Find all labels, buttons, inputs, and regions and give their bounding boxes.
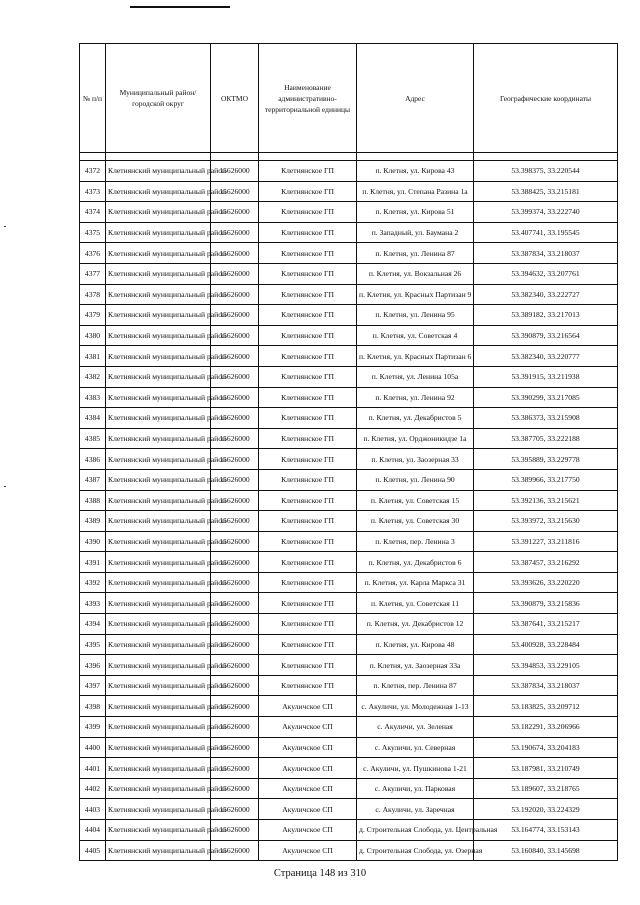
cell-num: 4373 [80,181,106,202]
cell-unit: Клетнянское ГП [259,655,357,676]
cell-coords: 53.189607, 33.218765 [474,778,618,799]
cell-unit: Клетнянское ГП [259,325,357,346]
cell-address: с. Акуличи, ул. Пушкинова 1-21 [357,758,474,779]
table-row [80,243,618,264]
cell-coords: 53.395889, 33.229778 [474,449,618,470]
cell-num: 4372 [80,161,106,182]
cell-municipality: Клетнянский муниципальный район [106,717,211,738]
cell-unit: Акуличское СП [259,737,357,758]
cell-address: п. Клетня, ул. Ленина 92 [357,387,474,408]
header-num: № п/п [80,44,106,153]
cell-unit: Клетнянское ГП [259,305,357,326]
cell-coords: 53.190674, 33.204183 [474,737,618,758]
cell-coords: 53.390299, 33.217085 [474,387,618,408]
cell-municipality: Клетнянский муниципальный район [106,799,211,820]
cell-num: 4393 [80,593,106,614]
cell-num: 4403 [80,799,106,820]
cell-municipality: Клетнянский муниципальный район [106,325,211,346]
cell-address: с. Акуличи, ул. Северная [357,737,474,758]
header-coords: Географические координаты [474,44,618,153]
table-row [80,202,618,223]
table-row [80,655,618,676]
cell-municipality: Клетнянский муниципальный район [106,490,211,511]
table-row [80,634,618,655]
cell-num: 4400 [80,737,106,758]
cell-coords: 53.387834, 33.218037 [474,675,618,696]
table-row [80,325,618,346]
cell-coords: 53.400928, 33.228484 [474,634,618,655]
cell-oktmo: 15626000 [211,263,259,284]
table-row [80,305,618,326]
table-row [80,511,618,532]
cell-unit: Клетнянское ГП [259,675,357,696]
cell-municipality: Клетнянский муниципальный район [106,840,211,861]
table-row [80,428,618,449]
table-row [80,449,618,470]
cell-num: 4379 [80,305,106,326]
cell-unit: Акуличское СП [259,820,357,841]
cell-address: п. Клетня, ул. Вокзальная 26 [357,263,474,284]
table-row [80,346,618,367]
cell-coords: 53.394632, 33.207761 [474,263,618,284]
header-oktmo: ОКТМО [211,44,259,153]
cell-unit: Акуличское СП [259,799,357,820]
cell-oktmo: 15626000 [211,840,259,861]
cell-address: с. Акуличи, ул. Молодежная 1-13 [357,696,474,717]
cell-unit: Клетнянское ГП [259,181,357,202]
cell-unit: Клетнянское ГП [259,263,357,284]
cell-municipality: Клетнянский муниципальный район [106,531,211,552]
cell-oktmo: 15626000 [211,511,259,532]
cell-oktmo: 15626000 [211,717,259,738]
cell-num: 4389 [80,511,106,532]
cell-address: д. Строительная Слобода, ул. Центральная [357,820,474,841]
cell-municipality: Клетнянский муниципальный район [106,737,211,758]
cell-coords: 53.399374, 33.222740 [474,202,618,223]
cell-municipality: Клетнянский муниципальный район [106,366,211,387]
cell-coords: 53.393972, 33.215630 [474,511,618,532]
cell-oktmo: 15626000 [211,758,259,779]
cell-municipality: Клетнянский муниципальный район [106,202,211,223]
cell-municipality: Клетнянский муниципальный район [106,305,211,326]
cell-unit: Клетнянское ГП [259,469,357,490]
header-address: Адрес [357,44,474,153]
cell-address: п. Клетня, ул. Кирова 51 [357,202,474,223]
cell-municipality: Клетнянский муниципальный район [106,593,211,614]
cell-unit: Акуличское СП [259,717,357,738]
cell-municipality: Клетнянский муниципальный район [106,222,211,243]
table-row [80,531,618,552]
table-row [80,263,618,284]
cell-oktmo: 15626000 [211,346,259,367]
cell-num: 4401 [80,758,106,779]
table-row [80,387,618,408]
cell-coords: 53.164774, 33.153143 [474,820,618,841]
cell-municipality: Клетнянский муниципальный район [106,449,211,470]
cell-address: п. Клетня, ул. Кирова 48 [357,634,474,655]
cell-coords: 53.192020, 33.224329 [474,799,618,820]
cell-address: п. Клетня, ул. Декабристов 12 [357,614,474,635]
cell-coords: 53.160840, 33.145698 [474,840,618,861]
table-row [80,181,618,202]
cell-oktmo: 15626000 [211,387,259,408]
cell-address: п. Клетня, ул. Красных Партизан 9 [357,284,474,305]
cell-unit: Акуличское СП [259,778,357,799]
cell-num: 4404 [80,820,106,841]
table-row [80,366,618,387]
cell-address: п. Клетня, ул. Карла Маркса 31 [357,572,474,593]
cell-oktmo: 15626000 [211,325,259,346]
top-rule [130,6,230,8]
cell-address: п. Клетня, ул. Ленина 90 [357,469,474,490]
cell-coords: 53.182291, 33.206966 [474,717,618,738]
table-row [80,737,618,758]
margin-mark [4,226,6,227]
table-row [80,408,618,429]
cell-municipality: Клетнянский муниципальный район [106,387,211,408]
cell-address: п. Клетня, ул. Ленина 95 [357,305,474,326]
cell-address: п. Клетня, ул. Ленина 105а [357,366,474,387]
cell-coords: 53.391915, 33.211938 [474,366,618,387]
table-row [80,840,618,861]
cell-num: 4405 [80,840,106,861]
cell-oktmo: 15626000 [211,469,259,490]
cell-address: п. Клетня, ул. Советская 11 [357,593,474,614]
cell-num: 4392 [80,572,106,593]
cell-coords: 53.407741, 33.195545 [474,222,618,243]
cell-num: 4385 [80,428,106,449]
cell-municipality: Клетнянский муниципальный район [106,552,211,573]
cell-num: 4375 [80,222,106,243]
cell-coords: 53.387457, 33.216292 [474,552,618,573]
header-unit: Наименование административно-территориальной единицы [259,44,357,153]
cell-num: 4387 [80,469,106,490]
cell-num: 4384 [80,408,106,429]
cell-oktmo: 15626000 [211,696,259,717]
cell-municipality: Клетнянский муниципальный район [106,778,211,799]
cell-municipality: Клетнянский муниципальный район [106,614,211,635]
cell-address: д. Строительная Слобода, ул. Озерная [357,840,474,861]
cell-coords: 53.389182, 33.217013 [474,305,618,326]
margin-mark [4,486,6,487]
cell-unit: Клетнянское ГП [259,531,357,552]
cell-num: 4396 [80,655,106,676]
cell-address: п. Клетня, ул. Заозерная 33а [357,655,474,676]
cell-municipality: Клетнянский муниципальный район [106,655,211,676]
cell-oktmo: 15626000 [211,181,259,202]
cell-coords: 53.387641, 33.215217 [474,614,618,635]
cell-unit: Клетнянское ГП [259,161,357,182]
table-row [80,614,618,635]
cell-num: 4376 [80,243,106,264]
table-row [80,820,618,841]
cell-unit: Клетнянское ГП [259,366,357,387]
cell-municipality: Клетнянский муниципальный район [106,161,211,182]
cell-oktmo: 15626000 [211,490,259,511]
cell-num: 4388 [80,490,106,511]
table-row [80,758,618,779]
table-row [80,552,618,573]
table-row [80,284,618,305]
cell-num: 4398 [80,696,106,717]
cell-oktmo: 15626000 [211,161,259,182]
table-row [80,799,618,820]
cell-coords: 53.386373, 33.215908 [474,408,618,429]
cell-municipality: Клетнянский муниципальный район [106,820,211,841]
cell-address: п. Клетня, ул. Советская 15 [357,490,474,511]
cell-address: п. Клетня, пер. Ленина 87 [357,675,474,696]
cell-oktmo: 15626000 [211,737,259,758]
header-municipality: Муниципальный район/городской округ [106,44,211,153]
cell-num: 4382 [80,366,106,387]
cell-municipality: Клетнянский муниципальный район [106,181,211,202]
cell-oktmo: 15626000 [211,675,259,696]
cell-oktmo: 15626000 [211,655,259,676]
cell-oktmo: 15626000 [211,366,259,387]
cell-num: 4386 [80,449,106,470]
table-row [80,469,618,490]
cell-coords: 53.390879, 33.215836 [474,593,618,614]
cell-address: п. Клетня, ул. Заозерная 33 [357,449,474,470]
cell-coords: 53.387705, 33.222188 [474,428,618,449]
cell-num: 4380 [80,325,106,346]
table-row [80,675,618,696]
cell-municipality: Клетнянский муниципальный район [106,243,211,264]
cell-num: 4397 [80,675,106,696]
cell-unit: Клетнянское ГП [259,593,357,614]
cell-unit: Клетнянское ГП [259,449,357,470]
cell-unit: Клетнянское ГП [259,202,357,223]
cell-address: с. Акуличи, ул. Заречная [357,799,474,820]
cell-coords: 53.392136, 33.215621 [474,490,618,511]
register-table [79,43,618,861]
page-footer: Страница 148 из 310 [273,868,367,879]
cell-address: п. Клетня, ул. Декабристов 5 [357,408,474,429]
cell-oktmo: 15626000 [211,799,259,820]
cell-municipality: Клетнянский муниципальный район [106,675,211,696]
cell-unit: Клетнянское ГП [259,408,357,429]
cell-oktmo: 15626000 [211,449,259,470]
cell-unit: Клетнянское ГП [259,346,357,367]
cell-num: 4399 [80,717,106,738]
cell-address: п. Клетня, ул. Ленина 87 [357,243,474,264]
cell-num: 4395 [80,634,106,655]
cell-municipality: Клетнянский муниципальный район [106,572,211,593]
cell-unit: Клетнянское ГП [259,490,357,511]
cell-address: п. Клетня, ул. Советская 30 [357,511,474,532]
cell-num: 4378 [80,284,106,305]
cell-oktmo: 15626000 [211,634,259,655]
cell-oktmo: 15626000 [211,202,259,223]
cell-coords: 53.382340, 33.222727 [474,284,618,305]
table-row [80,593,618,614]
cell-coords: 53.387834, 33.218037 [474,243,618,264]
cell-address: п. Клетня, ул. Кирова 43 [357,161,474,182]
cell-num: 4390 [80,531,106,552]
cell-unit: Клетнянское ГП [259,552,357,573]
cell-address: п. Клетня, ул. Орджоникидзе 1а [357,428,474,449]
cell-municipality: Клетнянский муниципальный район [106,428,211,449]
cell-address: п. Западный, ул. Баумана 2 [357,222,474,243]
cell-coords: 53.390879, 33.216564 [474,325,618,346]
cell-oktmo: 15626000 [211,614,259,635]
cell-oktmo: 15626000 [211,820,259,841]
cell-unit: Клетнянское ГП [259,511,357,532]
cell-coords: 53.389966, 33.217750 [474,469,618,490]
cell-municipality: Клетнянский муниципальный район [106,284,211,305]
cell-unit: Клетнянское ГП [259,222,357,243]
spacer-row [80,153,618,161]
cell-address: п. Клетня, ул. Советская 4 [357,325,474,346]
cell-num: 4402 [80,778,106,799]
cell-unit: Клетнянское ГП [259,387,357,408]
cell-oktmo: 15626000 [211,778,259,799]
cell-coords: 53.388425, 33.215181 [474,181,618,202]
cell-num: 4394 [80,614,106,635]
cell-oktmo: 15626000 [211,408,259,429]
cell-municipality: Клетнянский муниципальный район [106,511,211,532]
cell-municipality: Клетнянский муниципальный район [106,469,211,490]
cell-oktmo: 15626000 [211,305,259,326]
table-row [80,161,618,182]
cell-oktmo: 15626000 [211,222,259,243]
cell-oktmo: 15626000 [211,243,259,264]
cell-num: 4391 [80,552,106,573]
cell-municipality: Клетнянский муниципальный район [106,758,211,779]
table-row [80,490,618,511]
cell-address: с. Акуличи, ул. Парковая [357,778,474,799]
cell-coords: 53.398375, 33.220544 [474,161,618,182]
cell-municipality: Клетнянский муниципальный район [106,634,211,655]
table-row [80,222,618,243]
cell-oktmo: 15626000 [211,428,259,449]
cell-num: 4383 [80,387,106,408]
cell-unit: Акуличское СП [259,696,357,717]
cell-oktmo: 15626000 [211,531,259,552]
cell-unit: Клетнянское ГП [259,284,357,305]
cell-address: п. Клетня, ул. Красных Партизан 6 [357,346,474,367]
cell-unit: Клетнянское ГП [259,634,357,655]
cell-coords: 53.382340, 33.220777 [474,346,618,367]
cell-coords: 53.393626, 33.220220 [474,572,618,593]
cell-unit: Акуличское СП [259,758,357,779]
cell-address: п. Клетня, пер. Ленина 3 [357,531,474,552]
cell-coords: 53.183825, 33.209712 [474,696,618,717]
cell-municipality: Клетнянский муниципальный район [106,263,211,284]
cell-municipality: Клетнянский муниципальный район [106,408,211,429]
table-header-row [80,44,618,153]
cell-address: с. Акуличи, ул. Зеленая [357,717,474,738]
table-row [80,572,618,593]
cell-coords: 53.391227, 33.211816 [474,531,618,552]
cell-unit: Клетнянское ГП [259,572,357,593]
cell-coords: 53.187981, 33.210749 [474,758,618,779]
cell-unit: Акуличское СП [259,840,357,861]
cell-coords: 53.394853, 33.229105 [474,655,618,676]
cell-unit: Клетнянское ГП [259,428,357,449]
cell-num: 4374 [80,202,106,223]
cell-unit: Клетнянское ГП [259,614,357,635]
table-row [80,778,618,799]
cell-municipality: Клетнянский муниципальный район [106,346,211,367]
cell-oktmo: 15626000 [211,552,259,573]
cell-oktmo: 15626000 [211,572,259,593]
cell-num: 4377 [80,263,106,284]
table-row [80,717,618,738]
cell-municipality: Клетнянский муниципальный район [106,696,211,717]
cell-address: п. Клетня, ул. Степана Разина 1а [357,181,474,202]
cell-address: п. Клетня, ул. Декабристов 6 [357,552,474,573]
cell-oktmo: 15626000 [211,593,259,614]
cell-unit: Клетнянское ГП [259,243,357,264]
cell-oktmo: 15626000 [211,284,259,305]
cell-num: 4381 [80,346,106,367]
table-row [80,696,618,717]
